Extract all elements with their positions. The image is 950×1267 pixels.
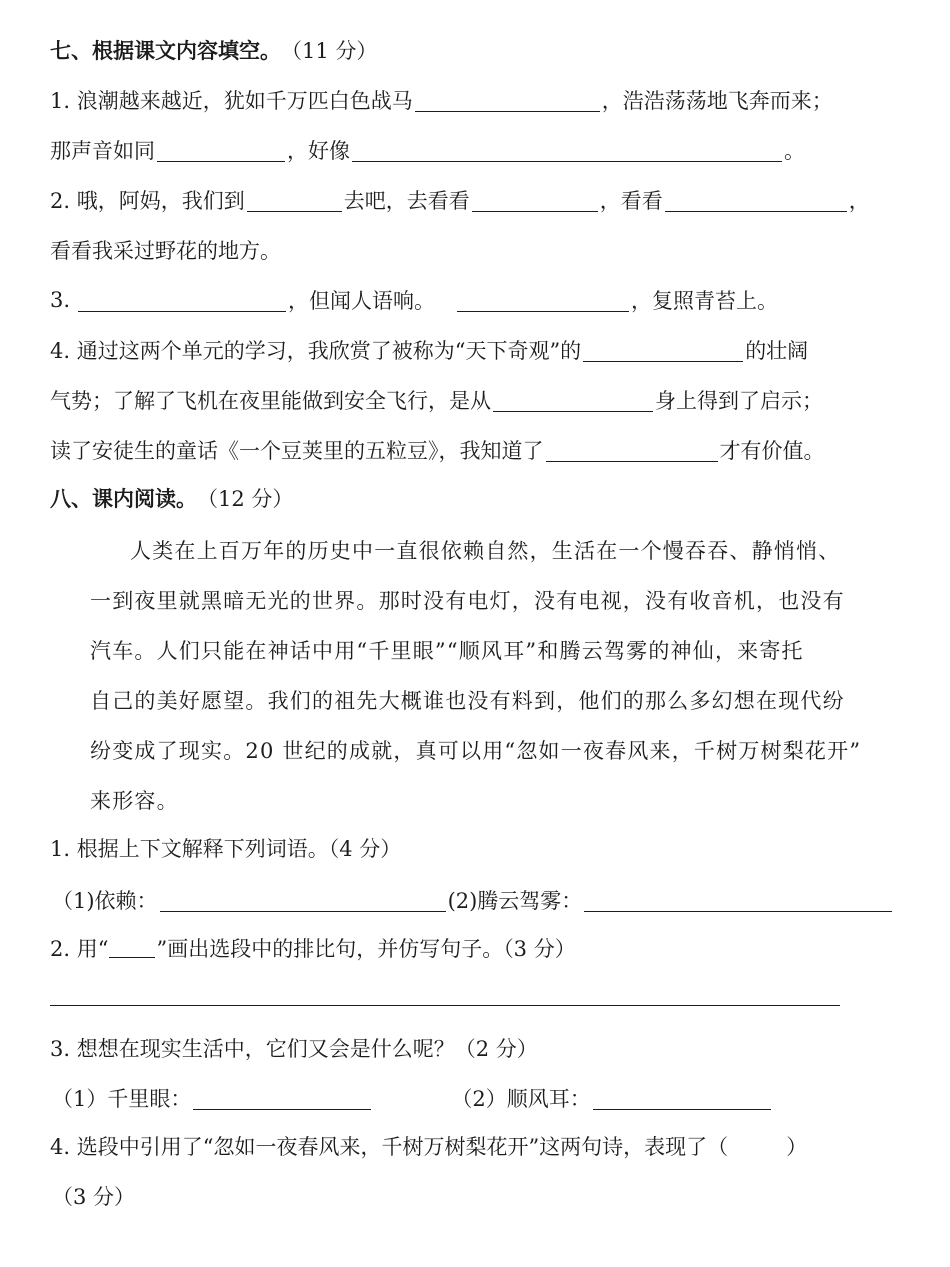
s8-q4-close: ） [786, 1135, 808, 1159]
passage-line-5-text: 纷变成了现实。20 世纪的成就，真可以用“忽如一夜春风来，千树万树梨花开” [90, 739, 862, 763]
s7-q1-line2-mid: ，好像 [287, 139, 350, 163]
s7-q2-line1-mid2: ，看看 [599, 189, 663, 213]
s7-q2-blank3[interactable] [665, 189, 847, 212]
s8-q3-line [0, 1028, 950, 1068]
s7-q3-line [0, 280, 950, 320]
s7-q4-line1-suffix: 的壮阔 [745, 339, 809, 363]
s7-q4-line1-prefix: 4. 通过这两个单元的学习，我欣赏了被称为“天下奇观”的 [50, 339, 582, 363]
s8-q4-text: 4. 选段中引用了“忽如一夜春风来，千树万树梨花开”这两句诗，表现了（ [50, 1135, 729, 1159]
s7-q1-blank3[interactable] [352, 139, 782, 162]
s7-q3-mid: ，但闻人语响。 [288, 289, 436, 313]
s8-q1-text: 1. 根据上下文解释下列词语。（4 分） [50, 837, 402, 861]
s7-q1-line2-prefix: 那声音如同 [50, 139, 155, 163]
s8-q4-score: （3 分） [52, 1185, 136, 1209]
s7-q2-line2-text: 看看我采过野花的地方。 [50, 239, 281, 263]
passage-line-6-text: 来形容。 [90, 789, 179, 813]
section-8-score: （12 分） [197, 487, 294, 511]
s7-q1-line2 [0, 130, 950, 170]
passage-line-3-text: 汽车。人们只能在神话中用“千里眼”“顺风耳”和腾云驾雾的神仙，来寄托 [90, 639, 804, 663]
s7-q1-blank1[interactable] [415, 89, 600, 112]
s8-q1-item2-blank[interactable] [584, 889, 892, 912]
s7-q4-line3-suffix: 才有价值。 [719, 439, 825, 463]
s8-q2-underline-sample [109, 939, 155, 958]
s7-q2-line1-end: ， [848, 189, 870, 213]
s8-q3-item1-blank[interactable] [193, 1087, 371, 1110]
passage-line-1-text: 人类在上百万年的历史中一直很依赖自然，生活在一个慢吞吞、静悄悄、 [130, 539, 841, 563]
s7-q4-line2 [0, 380, 950, 420]
passage-line-6 [0, 780, 950, 820]
s7-q4-blank2[interactable] [493, 389, 653, 412]
passage-line-3 [0, 630, 950, 670]
passage-line-2 [0, 580, 950, 620]
s8-q2-prefix: 2. 用“ [50, 937, 109, 961]
s7-q1-line1-suffix: ，浩浩荡荡地飞奔而来； [601, 89, 833, 113]
s8-q2-answer-line[interactable] [50, 1005, 840, 1006]
passage-line-1 [0, 530, 950, 570]
section-8-heading [0, 478, 950, 518]
passage-line-2-text: 一到夜里就黑暗无光的世界。那时没有电灯，没有电视，没有收音机，也没有 [90, 589, 845, 613]
s8-q1-item1-label: （1)依赖： [52, 889, 158, 913]
s8-q3-items [0, 1078, 950, 1118]
s7-q2-line1-mid1: 去吧，去看看 [343, 189, 470, 213]
passage-line-5 [0, 730, 950, 770]
s7-q4-line2-prefix: 气势；了解了飞机在夜里能做到安全飞行，是从 [50, 389, 491, 413]
s7-q2-line1 [0, 180, 950, 220]
s8-q3-text: 3. 想想在现实生活中，它们又会是什么呢？（2 分） [50, 1037, 538, 1061]
s7-q4-line3 [0, 430, 950, 470]
s8-q3-item2-label: （2）顺风耳： [451, 1087, 591, 1111]
s7-q2-line1-prefix: 2. 哦，阿妈，我们到 [50, 189, 245, 213]
s8-q2-suffix: ”画出选段中的排比句，并仿写句子。（3 分） [156, 937, 576, 961]
s7-q1-line1-prefix: 1. 浪潮越来越近，犹如千万匹白色战马 [50, 89, 413, 113]
s7-q3-blank1[interactable] [78, 289, 286, 312]
passage-line-4-text: 自己的美好愿望。我们的祖先大概谁也没有料到，他们的那么多幻想在现代纷 [90, 689, 845, 713]
s7-q1-blank2[interactable] [157, 139, 285, 162]
s7-q4-line3-prefix: 读了安徒生的童话《一个豆荚里的五粒豆》，我知道了 [50, 439, 544, 463]
s7-q4-line2-suffix: 身上得到了启示； [655, 389, 823, 413]
s7-q2-blank2[interactable] [472, 189, 598, 212]
s8-q3-item2-blank[interactable] [593, 1087, 771, 1110]
section-7-title: 七、根据课文内容填空。 [50, 39, 281, 63]
s7-q1-line1 [0, 80, 950, 120]
s8-q2-line [0, 928, 950, 968]
s8-q1-item2-label: (2)腾云驾雾： [447, 889, 583, 913]
s8-q4-line [0, 1126, 950, 1166]
passage-line-4 [0, 680, 950, 720]
s8-q3-item1-label: （1）千里眼： [52, 1087, 192, 1111]
s7-q3-end: ，复照青苔上。 [631, 289, 779, 313]
section-7-heading [0, 30, 950, 70]
s8-q1-items [0, 880, 950, 920]
s8-q1-line [0, 828, 950, 868]
s7-q3-num: 3. [50, 288, 71, 312]
s8-q1-item1-blank[interactable] [160, 889, 446, 912]
s7-q2-line2 [0, 230, 950, 270]
section-7-score: （11 分） [281, 39, 378, 63]
s7-q1-line2-end: 。 [784, 139, 805, 163]
s7-q2-blank1[interactable] [247, 189, 342, 212]
section-8-title: 八、课内阅读。 [50, 487, 197, 511]
s7-q4-blank1[interactable] [583, 339, 743, 362]
s7-q4-line1 [0, 330, 950, 370]
s8-q4-score-line [0, 1176, 950, 1216]
s7-q3-blank2[interactable] [457, 289, 629, 312]
s7-q4-blank3[interactable] [546, 439, 718, 462]
